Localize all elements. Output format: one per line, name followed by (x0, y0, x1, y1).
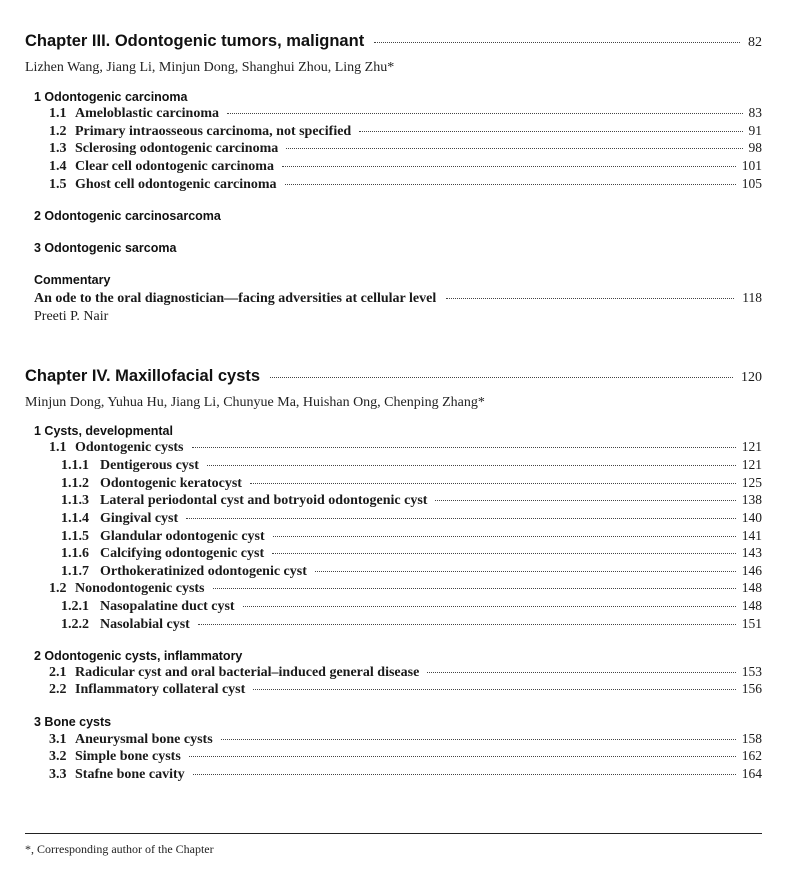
entry-page: 156 (741, 681, 762, 696)
entry-number: 1.4 (49, 159, 67, 174)
toc-entry[interactable] (49, 123, 762, 141)
entry-label: Orthokeratinized odontogenic cyst (100, 564, 307, 579)
ch4-section-1-heading: 1 Cysts, developmental (34, 424, 173, 438)
entry-label: Radicular cyst and oral bacterial–induced general disease (75, 665, 420, 680)
toc-entry[interactable] (49, 105, 762, 123)
entry-number: 1.5 (49, 177, 67, 192)
entry-number: 1.1.1 (61, 458, 89, 473)
leader-dots (270, 377, 733, 378)
entry-number: 1.3 (49, 141, 67, 156)
leader-dots (186, 518, 736, 519)
entry-number: 2.2 (49, 682, 67, 697)
entry-label: Nasopalatine duct cyst (100, 599, 235, 614)
chapter-3-authors: Lizhen Wang, Jiang Li, Minjun Dong, Shanghui Zhou, Ling Zhu* (25, 60, 395, 75)
commentary-author: Preeti P. Nair (34, 309, 109, 324)
entry-page: 148 (741, 598, 762, 613)
commentary-entry[interactable] (34, 290, 762, 307)
toc-entry[interactable] (49, 766, 762, 784)
leader-dots (227, 113, 743, 114)
toc-entry[interactable] (49, 439, 762, 457)
entry-page: 140 (741, 510, 762, 525)
entry-page: 98 (748, 140, 762, 155)
toc-entry[interactable] (61, 598, 762, 616)
entry-page: 141 (741, 528, 762, 543)
entry-number: 1.1 (49, 440, 67, 455)
entry-number: 3.2 (49, 749, 67, 764)
toc-entry[interactable] (61, 457, 762, 475)
entry-label: Ghost cell odontogenic carcinoma (75, 177, 277, 192)
leader-dots (286, 148, 742, 149)
entry-label: Ameloblastic carcinoma (75, 106, 219, 121)
entry-number: 1.2 (49, 124, 67, 139)
leader-dots (359, 131, 742, 132)
entry-label: Clear cell odontogenic carcinoma (75, 159, 274, 174)
leader-dots (207, 465, 736, 466)
entry-label: Glandular odontogenic cyst (100, 529, 265, 544)
ch3-section-1-heading: 1 Odontogenic carcinoma (34, 90, 188, 104)
commentary-heading: Commentary (34, 273, 111, 287)
entry-number: 1.1.6 (61, 546, 89, 561)
toc-entry[interactable] (49, 748, 762, 766)
entry-page: 148 (741, 580, 762, 595)
entry-page: 158 (741, 731, 762, 746)
entry-page: 91 (748, 123, 762, 138)
entry-label: Lateral periodontal cyst and botryoid odontogenic cyst (100, 493, 428, 508)
leader-dots (427, 672, 735, 673)
entry-number: 3.1 (49, 732, 67, 747)
leader-dots (273, 536, 736, 537)
toc-entry[interactable] (61, 563, 762, 581)
entry-label: Aneurysmal bone cysts (75, 732, 213, 747)
leader-dots (243, 606, 736, 607)
entry-number: 2.1 (49, 665, 67, 680)
ch3-section-2-heading[interactable]: 2 Odontogenic carcinosarcoma (34, 209, 221, 223)
chapter-4-heading[interactable] (25, 367, 762, 386)
toc-entry[interactable] (61, 528, 762, 546)
leader-dots (435, 500, 735, 501)
leader-dots (198, 624, 736, 625)
entry-label: Nonodontogenic cysts (75, 581, 205, 596)
leader-dots (250, 483, 736, 484)
entry-page: 83 (748, 105, 762, 120)
toc-entry[interactable] (49, 580, 762, 598)
leader-dots (193, 774, 736, 775)
entry-number: 1.1.2 (61, 476, 89, 491)
entry-number: 1.1.4 (61, 511, 89, 526)
entry-number: 1.2.1 (61, 599, 89, 614)
entry-label: Odontogenic cysts (75, 440, 184, 455)
toc-entry[interactable] (49, 176, 762, 194)
toc-entry[interactable] (49, 140, 762, 158)
toc-entry[interactable] (49, 664, 762, 682)
entry-number: 1.2.2 (61, 617, 89, 632)
entry-label: Odontogenic keratocyst (100, 476, 242, 491)
chapter-4-title: Chapter IV. Maxillofacial cysts (25, 367, 261, 385)
entry-label: Inflammatory collateral cyst (75, 682, 246, 697)
entry-page: 121 (741, 457, 762, 472)
entry-number: 1.1 (49, 106, 67, 121)
chapter-3-heading[interactable] (25, 32, 762, 51)
leader-dots (213, 588, 736, 589)
entry-label: Stafne bone cavity (75, 767, 185, 782)
entry-label: Primary intraosseous carcinoma, not specified (75, 124, 352, 139)
toc-entry[interactable] (61, 545, 762, 563)
toc-entry[interactable] (61, 510, 762, 528)
entry-number: 1.1.5 (61, 529, 89, 544)
commentary-page: 118 (742, 290, 762, 305)
entry-page: 151 (741, 616, 762, 631)
leader-dots (446, 298, 734, 299)
leader-dots (272, 553, 736, 554)
chapter-3-page: 82 (748, 35, 762, 50)
entry-page: 153 (741, 664, 762, 679)
entry-number: 1.2 (49, 581, 67, 596)
leader-dots (282, 166, 736, 167)
entry-label: Calcifying odontogenic cyst (100, 546, 265, 561)
toc-entry[interactable] (61, 475, 762, 493)
leader-dots (285, 184, 736, 185)
entry-page: 101 (741, 158, 762, 173)
leader-dots (315, 571, 736, 572)
leader-dots (189, 756, 736, 757)
entry-page: 143 (741, 545, 762, 560)
ch3-section-3-heading[interactable]: 3 Odontogenic sarcoma (34, 241, 177, 255)
entry-label: Nasolabial cyst (100, 617, 190, 632)
leader-dots (221, 739, 736, 740)
toc-entry[interactable] (61, 616, 762, 634)
entry-label: Gingival cyst (100, 511, 179, 526)
entry-page: 138 (741, 492, 762, 507)
entry-number: 1.1.3 (61, 493, 89, 508)
entry-page: 125 (741, 475, 762, 490)
entry-label: Sclerosing odontogenic carcinoma (75, 141, 279, 156)
entry-label: Simple bone cysts (75, 749, 181, 764)
leader-dots (374, 42, 740, 43)
toc-entry[interactable] (49, 681, 762, 699)
commentary-title: An ode to the oral diagnostician—facing adversities at cellular level (34, 291, 437, 306)
entry-page: 121 (741, 439, 762, 454)
entry-page: 162 (741, 748, 762, 763)
entry-number: 1.1.7 (61, 564, 89, 579)
entry-page: 164 (741, 766, 762, 781)
toc-entry[interactable] (49, 158, 762, 176)
leader-dots (192, 447, 736, 448)
chapter-4-page: 120 (741, 370, 762, 385)
toc-entry[interactable] (49, 731, 762, 749)
entry-page: 105 (741, 176, 762, 191)
entry-label: Dentigerous cyst (100, 458, 199, 473)
leader-dots (253, 689, 735, 690)
toc-entry[interactable] (61, 492, 762, 510)
ch4-section-2-heading: 2 Odontogenic cysts, inflammatory (34, 649, 243, 663)
ch4-section-3-heading: 3 Bone cysts (34, 715, 112, 729)
chapter-4-authors: Minjun Dong, Yuhua Hu, Jiang Li, Chunyue Ma, Huishan Ong, Chenping Zhang* (25, 395, 485, 410)
footnote-divider (25, 833, 762, 834)
entry-number: 3.3 (49, 767, 67, 782)
entry-page: 146 (741, 563, 762, 578)
chapter-3-title: Chapter III. Odontogenic tumors, malignant (25, 32, 365, 50)
footnote: *, Corresponding author of the Chapter (25, 842, 214, 856)
